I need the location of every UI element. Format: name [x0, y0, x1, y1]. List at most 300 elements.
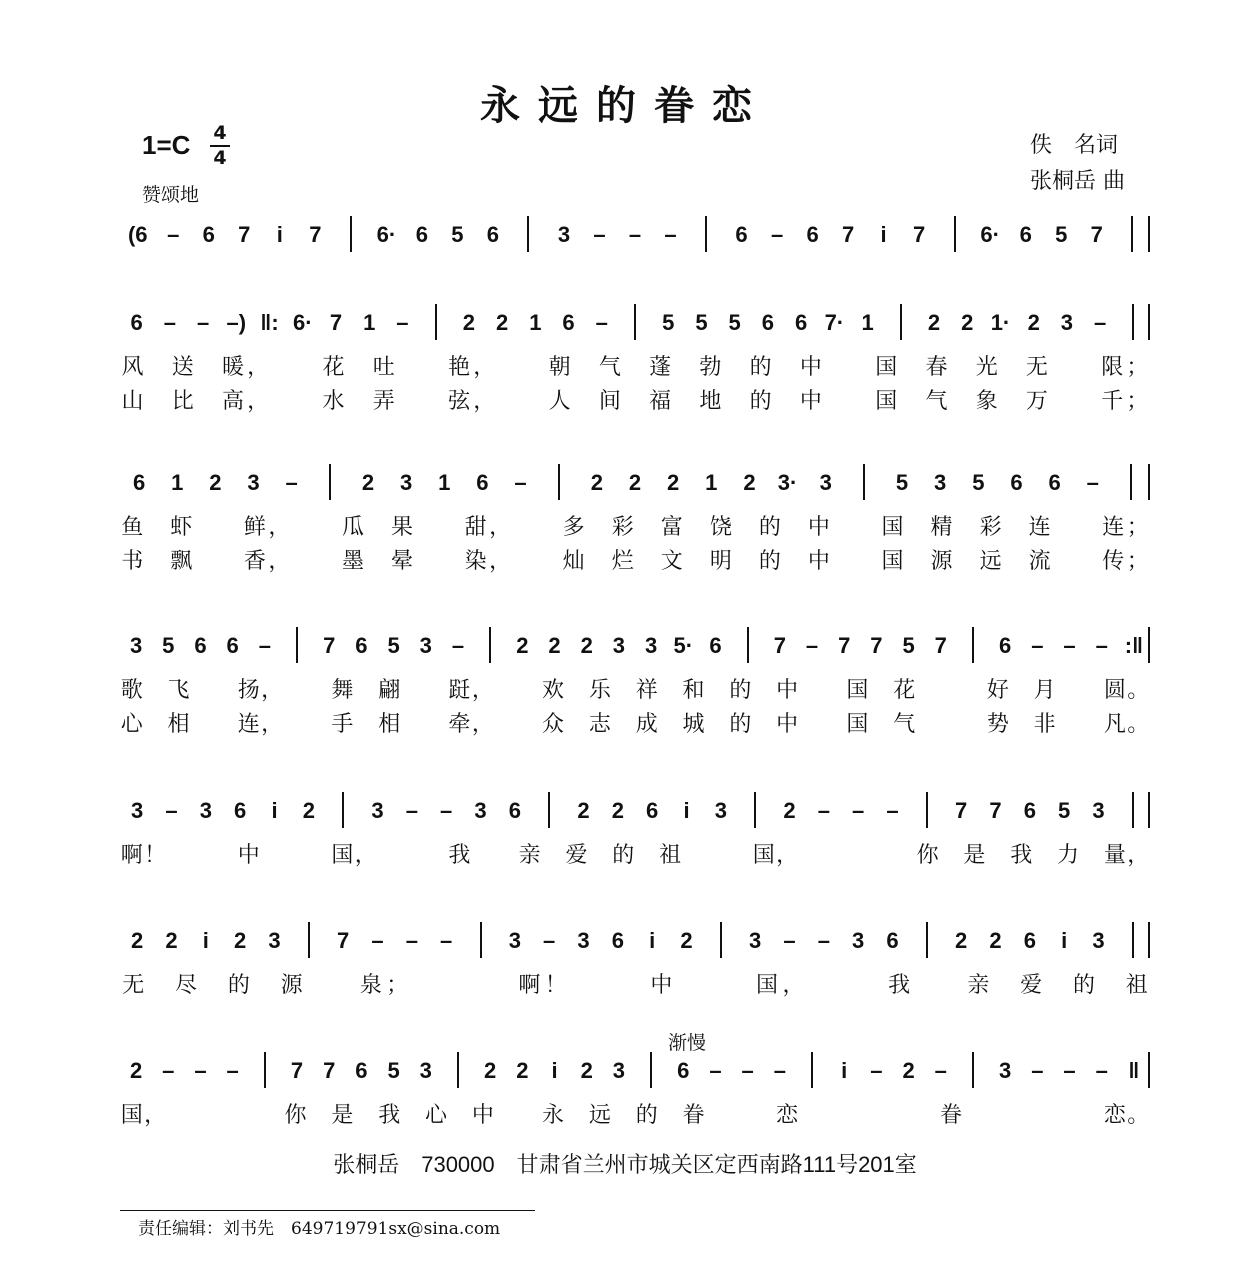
row-end-barline: [1148, 464, 1150, 500]
note: –: [1095, 1058, 1108, 1083]
lyric-char: ，: [473, 355, 496, 380]
lyric-char: ，: [354, 843, 377, 868]
note: 6: [761, 310, 775, 335]
note: 3: [1060, 310, 1074, 335]
lyric-char: 你: [916, 843, 939, 868]
lyric-char: 圆: [1103, 678, 1126, 703]
lyric-char: 。: [1127, 1103, 1150, 1128]
lyric-char: ，: [473, 389, 496, 414]
time-signature: [210, 124, 230, 168]
lyric-char: 山: [121, 389, 144, 414]
lyric-char: 无: [1025, 355, 1048, 380]
lyric-char: 勃: [699, 355, 722, 380]
note: 2: [462, 310, 475, 335]
lyric-char: 暖: [222, 355, 245, 380]
lyric-char: 我: [888, 973, 911, 998]
score-row: [120, 1050, 1150, 1128]
lyric-char: 恋: [776, 1103, 799, 1128]
lyric-char: 国: [331, 843, 354, 868]
note: 3: [371, 798, 384, 823]
lyric-char: 跹: [448, 678, 471, 703]
note: –: [805, 633, 819, 658]
meter-top: 4: [213, 122, 227, 144]
lyric-char: 风: [121, 355, 144, 380]
note: 1: [705, 470, 718, 495]
note: 6: [202, 222, 215, 247]
composer-address: 张桐岳 730000 甘肃省兰州市城关区定西南路111号201室: [333, 1152, 917, 1177]
lyric-char: 气: [893, 712, 916, 737]
note: 5: [902, 633, 915, 658]
note: 3: [1092, 928, 1105, 953]
lyric-char: 歌: [120, 678, 143, 703]
lyric-char: ；: [1126, 389, 1149, 414]
note: 2: [927, 310, 941, 335]
lyric-char: 凡: [1103, 712, 1126, 737]
lyric-char: 飞: [167, 678, 190, 703]
lyric-char: ，: [782, 973, 805, 998]
lyric-char: 千: [1101, 389, 1124, 414]
lyric-char: 的: [758, 549, 781, 574]
lyric-char: 好: [986, 678, 1009, 703]
note: 3: [612, 1058, 626, 1083]
note: 5: [728, 310, 741, 335]
note: 6: [795, 310, 808, 335]
note: 6·: [980, 222, 1000, 247]
note: i: [649, 928, 656, 953]
note: –: [886, 798, 899, 823]
lyric-char: 我: [1010, 843, 1033, 868]
note: 3: [557, 222, 571, 247]
lyric-char: 文: [660, 549, 683, 574]
repeat-barline: ‖:: [260, 310, 279, 335]
lyric-char: 果: [391, 515, 414, 540]
row-end-barline: [1148, 922, 1150, 958]
note: –: [817, 798, 830, 823]
lyric-char: 无: [122, 973, 145, 998]
lyric-char: 牵: [448, 712, 471, 737]
note: 7: [838, 633, 851, 658]
note: –: [1095, 633, 1108, 658]
note: 2: [611, 798, 624, 823]
lyric-char: 中: [799, 389, 822, 414]
barline: [972, 1052, 974, 1088]
note: –: [167, 222, 180, 247]
lyric-char: 中: [650, 973, 673, 998]
note: –: [1031, 1058, 1044, 1083]
lyric-char: 亲: [967, 973, 990, 998]
lyric-char: 国: [752, 843, 775, 868]
barline: [350, 216, 352, 252]
barline: [1132, 792, 1134, 828]
note: 1: [438, 470, 451, 495]
note: 3: [199, 798, 212, 823]
lyric-char: 和: [682, 678, 705, 703]
lyric-char: 花: [322, 355, 345, 380]
composer-credit: 张桐岳 曲: [1030, 169, 1125, 194]
lyric-char: 春: [925, 355, 948, 380]
lyric-char: 啊: [120, 843, 143, 868]
note: i: [202, 928, 209, 953]
score-row: [120, 214, 1150, 254]
note: i: [880, 222, 887, 247]
lyric-char: 。: [1127, 712, 1150, 737]
note: –: [770, 222, 784, 247]
lyric-char: 福: [649, 389, 672, 414]
lyric-char: 弄: [372, 389, 395, 414]
lyric-char: 泉: [359, 973, 382, 998]
lyric-line: [120, 838, 1150, 868]
lyric-char: 手: [331, 712, 354, 737]
note: 6: [562, 310, 575, 335]
lyric-char: 晕: [391, 549, 414, 574]
note: 2: [302, 798, 315, 823]
barline: [1130, 464, 1132, 500]
note: 6·: [292, 310, 313, 335]
lyric-char: 远: [979, 549, 1002, 574]
lyric-char: 水: [322, 389, 345, 414]
note: 7: [934, 633, 947, 658]
note: –: [405, 928, 418, 953]
note: 3: [268, 928, 281, 953]
lyric-char: 势: [986, 712, 1009, 737]
note: 7: [238, 222, 251, 247]
lyric-char: 富: [660, 515, 683, 540]
lyric-char: 的: [749, 389, 772, 414]
note: 6: [1023, 798, 1036, 823]
lyric-char: 染: [464, 549, 487, 574]
barline: [548, 792, 550, 828]
note: –: [451, 633, 465, 658]
lyric-char: 连: [237, 712, 260, 737]
note: 7: [989, 798, 1002, 823]
note: 7: [329, 310, 343, 335]
lyric-char: 非: [1033, 712, 1056, 737]
lyric-char: 比: [171, 389, 194, 414]
lyric-char: ，: [261, 678, 284, 703]
lyric-char: 虾: [170, 515, 193, 540]
note: 2: [577, 798, 590, 823]
barline: [705, 216, 707, 252]
score-row: [120, 920, 1150, 998]
note: 6: [677, 1058, 690, 1083]
barline: [1132, 304, 1134, 340]
note: 3: [131, 798, 144, 823]
lyric-char: 城: [682, 712, 705, 737]
note: 6: [355, 633, 368, 658]
note: 2: [783, 798, 796, 823]
lyric-char: 的: [729, 712, 752, 737]
lyric-char: 恋: [1103, 1103, 1126, 1128]
note: 3: [612, 633, 626, 658]
note: 2: [680, 928, 693, 953]
lyric-char: 国: [881, 515, 904, 540]
note: 5: [1055, 222, 1068, 247]
lyric-char: 力: [1057, 843, 1080, 868]
note: –: [870, 1058, 883, 1083]
note: –: [405, 798, 418, 823]
lyric-char: 。: [1127, 678, 1150, 703]
meter-bottom: 4: [213, 147, 227, 169]
lyric-char: 啊: [518, 973, 541, 998]
note: 5: [387, 633, 400, 658]
lyric-char: 是: [963, 843, 986, 868]
lyric-char: ；: [1126, 355, 1149, 380]
note: 3: [508, 928, 521, 953]
note: 6: [611, 928, 624, 953]
lyric-char: 间: [598, 389, 621, 414]
tempo-marking: 赞颂地: [142, 184, 200, 206]
lyric-char: 中: [807, 549, 830, 574]
lyric-char: 的: [749, 355, 772, 380]
lyric-char: ；: [1126, 549, 1149, 574]
note: 1: [171, 470, 184, 495]
lyric-char: 弦: [448, 389, 471, 414]
barline: [720, 922, 722, 958]
note: i: [276, 222, 283, 247]
note: 5: [1058, 798, 1071, 823]
note: 2: [361, 470, 375, 495]
lyric-char: ，: [776, 843, 799, 868]
note: 3: [419, 633, 432, 658]
barline: [972, 627, 974, 663]
note: 7: [337, 928, 350, 953]
lyric-char: 的: [612, 843, 635, 868]
note: 7: [290, 1058, 304, 1083]
lyric-char: ，: [1127, 843, 1150, 868]
note: 6: [709, 633, 722, 658]
note: –: [162, 1058, 175, 1083]
note: 3: [819, 470, 832, 495]
lyric-char: 中: [237, 843, 260, 868]
lyric-line: [120, 673, 1150, 703]
lyric-char: 彩: [979, 515, 1002, 540]
note: 5: [387, 1058, 400, 1083]
lyric-char: 眷: [940, 1103, 963, 1128]
lyric-char: 香: [243, 549, 266, 574]
lyric-char: 欢: [542, 678, 565, 703]
lyric-char: ，: [268, 549, 291, 574]
lyric-char: 象: [975, 389, 998, 414]
note: –: [1086, 470, 1099, 495]
lyric-line: [120, 968, 1150, 998]
lyric-char: 国: [881, 549, 904, 574]
lyric-char: 中: [471, 1103, 494, 1128]
key-signature: 1=C: [142, 130, 191, 160]
note: 5: [451, 222, 464, 247]
lyric-char: ；: [1126, 515, 1149, 540]
lyric-char: 吐: [372, 355, 395, 380]
repeat-barline: :‖: [1124, 633, 1144, 658]
note: 7·: [824, 310, 845, 335]
barline: [811, 1052, 813, 1088]
lyric-char: 的: [635, 1103, 658, 1128]
note: –: [543, 928, 556, 953]
lyric-char: 相: [378, 712, 401, 737]
note: 5·: [673, 633, 694, 658]
note: 2: [165, 928, 178, 953]
lyric-char: 祥: [635, 678, 658, 703]
note: 3: [247, 470, 260, 495]
lyric-char: 高: [222, 389, 245, 414]
note: –: [1031, 633, 1044, 658]
lyric-char: 多: [562, 515, 585, 540]
barline: [435, 304, 437, 340]
note: 6: [194, 633, 207, 658]
score-row: [120, 462, 1150, 574]
barline: [1131, 216, 1133, 252]
note: 3: [419, 1058, 432, 1083]
note: –: [226, 1058, 239, 1083]
barline: [264, 1052, 266, 1088]
lyric-char: 尽: [175, 973, 198, 998]
lyric-char: 爱: [565, 843, 588, 868]
lyric-char: ，: [247, 355, 270, 380]
footer-divider: [120, 1210, 535, 1211]
lyric-char: 灿: [562, 549, 585, 574]
barline: [754, 792, 756, 828]
lyric-char: 书: [121, 549, 144, 574]
lyric-char: 国: [875, 355, 898, 380]
lyric-char: 气: [598, 355, 621, 380]
note: 3: [399, 470, 413, 495]
note: 6: [1023, 928, 1036, 953]
lyric-char: 国: [875, 389, 898, 414]
note: 2: [516, 1058, 529, 1083]
note: 5: [695, 310, 708, 335]
lyric-char: ，: [489, 549, 512, 574]
note: 6: [806, 222, 819, 247]
note: –: [440, 798, 453, 823]
lyric-char: 心: [425, 1103, 448, 1128]
note: 7: [841, 222, 855, 247]
lyric-char: 国: [846, 678, 869, 703]
note: –: [595, 310, 608, 335]
note: –: [664, 222, 677, 247]
lyric-char: 飘: [170, 549, 193, 574]
note: –: [852, 798, 865, 823]
note: 2: [955, 928, 968, 953]
note: –: [196, 310, 210, 335]
lyric-char: 永: [542, 1103, 565, 1128]
barline: [308, 922, 310, 958]
lyric-char: 我: [448, 843, 471, 868]
note: 6: [226, 633, 239, 658]
row-end-barline: [1148, 216, 1150, 252]
lyric-char: 精: [930, 515, 953, 540]
lyric-char: 中: [776, 712, 799, 737]
note: 2: [516, 633, 529, 658]
lyric-line: [120, 544, 1150, 574]
note: –: [194, 1058, 207, 1083]
lyric-line: [120, 510, 1150, 540]
lyric-char: 甜: [464, 515, 487, 540]
lyric-char: 祖: [1125, 973, 1148, 998]
lyric-char: 艳: [448, 355, 471, 380]
lyric-char: 花: [893, 678, 916, 703]
lyric-char: 万: [1025, 389, 1048, 414]
lyric-char: 的: [1072, 973, 1095, 998]
note: 2: [548, 633, 561, 658]
note: i: [551, 1058, 558, 1083]
note: 6: [130, 310, 143, 335]
lyric-char: 远: [588, 1103, 611, 1128]
note: 3: [644, 633, 658, 658]
note: –: [934, 1058, 947, 1083]
lyric-line: [120, 350, 1150, 380]
note: 5: [662, 310, 675, 335]
note: –): [226, 310, 247, 335]
note: 3: [474, 798, 487, 823]
note: 7: [1090, 222, 1103, 247]
note: 2: [131, 928, 144, 953]
lyric-char: 我: [378, 1103, 401, 1128]
lyric-line: [120, 707, 1150, 737]
note: 2: [989, 928, 1002, 953]
note: (6: [127, 222, 148, 247]
note: –: [285, 470, 298, 495]
lyric-char: 鲜: [243, 515, 266, 540]
barline: [342, 792, 344, 828]
note: 3: [749, 928, 762, 953]
note: 3: [934, 470, 947, 495]
note: 1·: [990, 310, 1011, 335]
barline: [296, 627, 298, 663]
lyric-char: ，: [144, 1103, 167, 1128]
note: 3·: [777, 470, 798, 495]
lyric-char: 中: [776, 678, 799, 703]
barline: [900, 304, 902, 340]
note: 5: [162, 633, 175, 658]
note: i: [841, 1058, 848, 1083]
lyric-char: ，: [471, 678, 494, 703]
barline: [926, 792, 928, 828]
lyric-char: 量: [1103, 843, 1126, 868]
lyric-char: 相: [167, 712, 190, 737]
lyric-char: 地: [699, 389, 722, 414]
barline: [650, 1052, 652, 1088]
lyric-char: 是: [331, 1103, 354, 1128]
note: –: [1063, 1058, 1076, 1083]
lyric-char: 祖: [659, 843, 682, 868]
note: 5: [972, 470, 985, 495]
note: 6: [234, 798, 247, 823]
lyric-char: ，: [247, 389, 270, 414]
note: 6: [646, 798, 659, 823]
note: 6·: [376, 222, 397, 247]
note: –: [371, 928, 384, 953]
lyric-char: 光: [975, 355, 998, 380]
note: –: [773, 1058, 786, 1083]
lyric-char: 烂: [611, 549, 634, 574]
lyric-char: 的: [758, 515, 781, 540]
lyric-char: 的: [729, 678, 752, 703]
lyric-char: 气: [925, 389, 948, 414]
lyric-char: 彩: [611, 515, 634, 540]
note: i: [271, 798, 278, 823]
note: 1: [363, 310, 376, 335]
lyric-char: 中: [807, 515, 830, 540]
lyric-char: ，: [489, 515, 512, 540]
note: 2: [590, 470, 603, 495]
lyric-char: 传: [1102, 549, 1125, 574]
note: –: [514, 470, 527, 495]
note: –: [396, 310, 409, 335]
note: 3: [577, 928, 590, 953]
note: –: [593, 222, 606, 247]
note: 2: [209, 470, 222, 495]
lyric-char: 的: [227, 973, 250, 998]
row-end-barline: [1148, 1052, 1150, 1088]
